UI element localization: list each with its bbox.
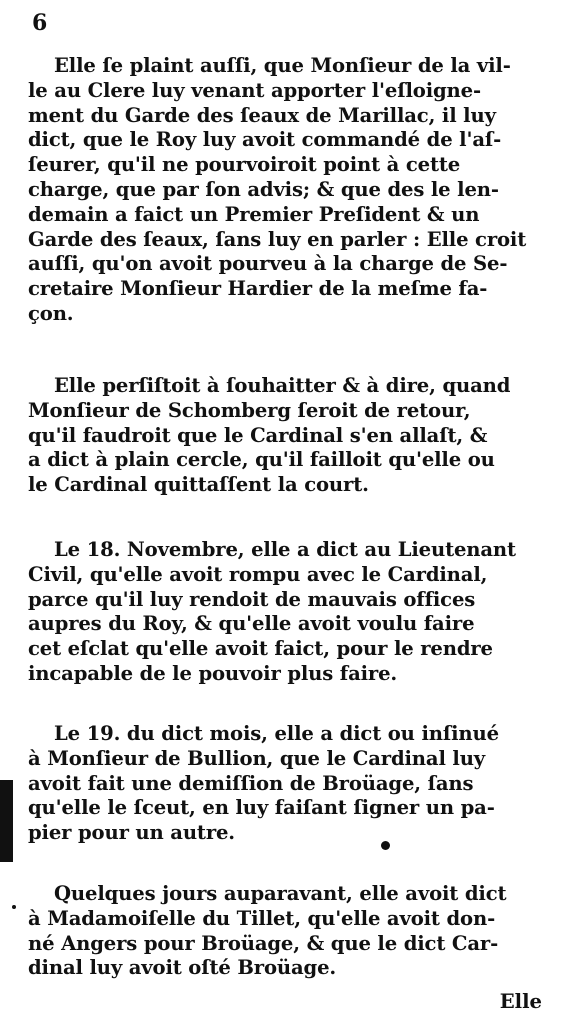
text-line: aupres du Roy, & qu'elle avoit voulu faire [28,612,475,636]
text-line: parce qu'il luy rendoit de mauvais offices [28,587,476,611]
text-line: ment du Garde des ſeaux de Marillac, il luy [28,103,496,127]
text-line: dinal luy avoit oſté Broüage. [28,956,337,980]
text-line: Le 18. Novembre, elle a dict au Lieutenant [54,538,516,561]
catchword: Elle [499,990,542,1013]
text-line: avoit fait une demiſſion de Broüage, ſans [28,771,474,795]
text-line: Monſieur de Schomberg ſeroit de retour, [28,398,471,422]
text-line: le au Clere luy venant apporter l'eſloigne- [28,78,481,102]
paragraph-5 [28,882,548,981]
page-number: 6 [32,10,48,36]
text-line: ſeurer, qu'il ne pourvoiroit point à cette [28,153,461,177]
text-line: né Angers pour Broüage, & que le dict Car- [28,931,499,955]
text-line: Quelques jours auparavant, elle avoit dict [54,882,507,905]
text-line: qu'elle le ſceut, en luy faiſant ſigner un pa- [28,796,495,820]
text-line: le Cardinal quittaſſent la court. [28,473,369,497]
text-line: demain a faict un Premier Preſident & un [28,202,480,226]
paragraph-2 [28,374,548,498]
text-line: çon. [28,301,74,325]
ink-speck [12,905,16,909]
text-line: à Monſieur de Bullion, que le Cardinal luy [28,746,486,770]
text-line: qu'il faudroit que le Cardinal s'en allaſt, & [28,423,488,447]
text-line: incapable de le pouvoir plus faire. [28,661,398,685]
paragraph-1 [28,54,548,327]
text-line: Elle perſiſtoit à ſouhaitter & à dire, quand [54,374,511,397]
ink-blot [0,780,13,862]
ink-dot [381,841,390,850]
text-line: charge, que par ſon advis; & que des le len- [28,177,499,201]
text-line: Civil, qu'elle avoit rompu avec le Cardinal, [28,562,488,586]
paragraph-4 [28,722,548,846]
text-line: cretaire Monſieur Hardier de la meſme fa- [28,277,488,301]
text-line: cet eſclat qu'elle avoit faict, pour le rendre [28,637,493,661]
text-line: dict, que le Roy luy avoit commandé de l'aſ- [28,128,502,152]
text-line: Garde des ſeaux, ſans luy en parler : Elle croit [28,227,527,251]
text-line: pier pour un autre. [28,821,235,845]
text-line: Elle ſe plaint auſſi, que Monſieur de la vil- [54,54,511,77]
text-line: à Madamoiſelle du Tillet, qu'elle avoit don- [28,906,496,930]
text-line: auſſi, qu'on avoit pourveu à la charge de Se- [28,252,508,276]
text-line: a dict à plain cercle, qu'il failloit qu'elle ou [28,448,495,472]
paragraph-3 [28,538,548,687]
text-line: Le 19. du dict mois, elle a dict ou inſinué [54,722,499,745]
